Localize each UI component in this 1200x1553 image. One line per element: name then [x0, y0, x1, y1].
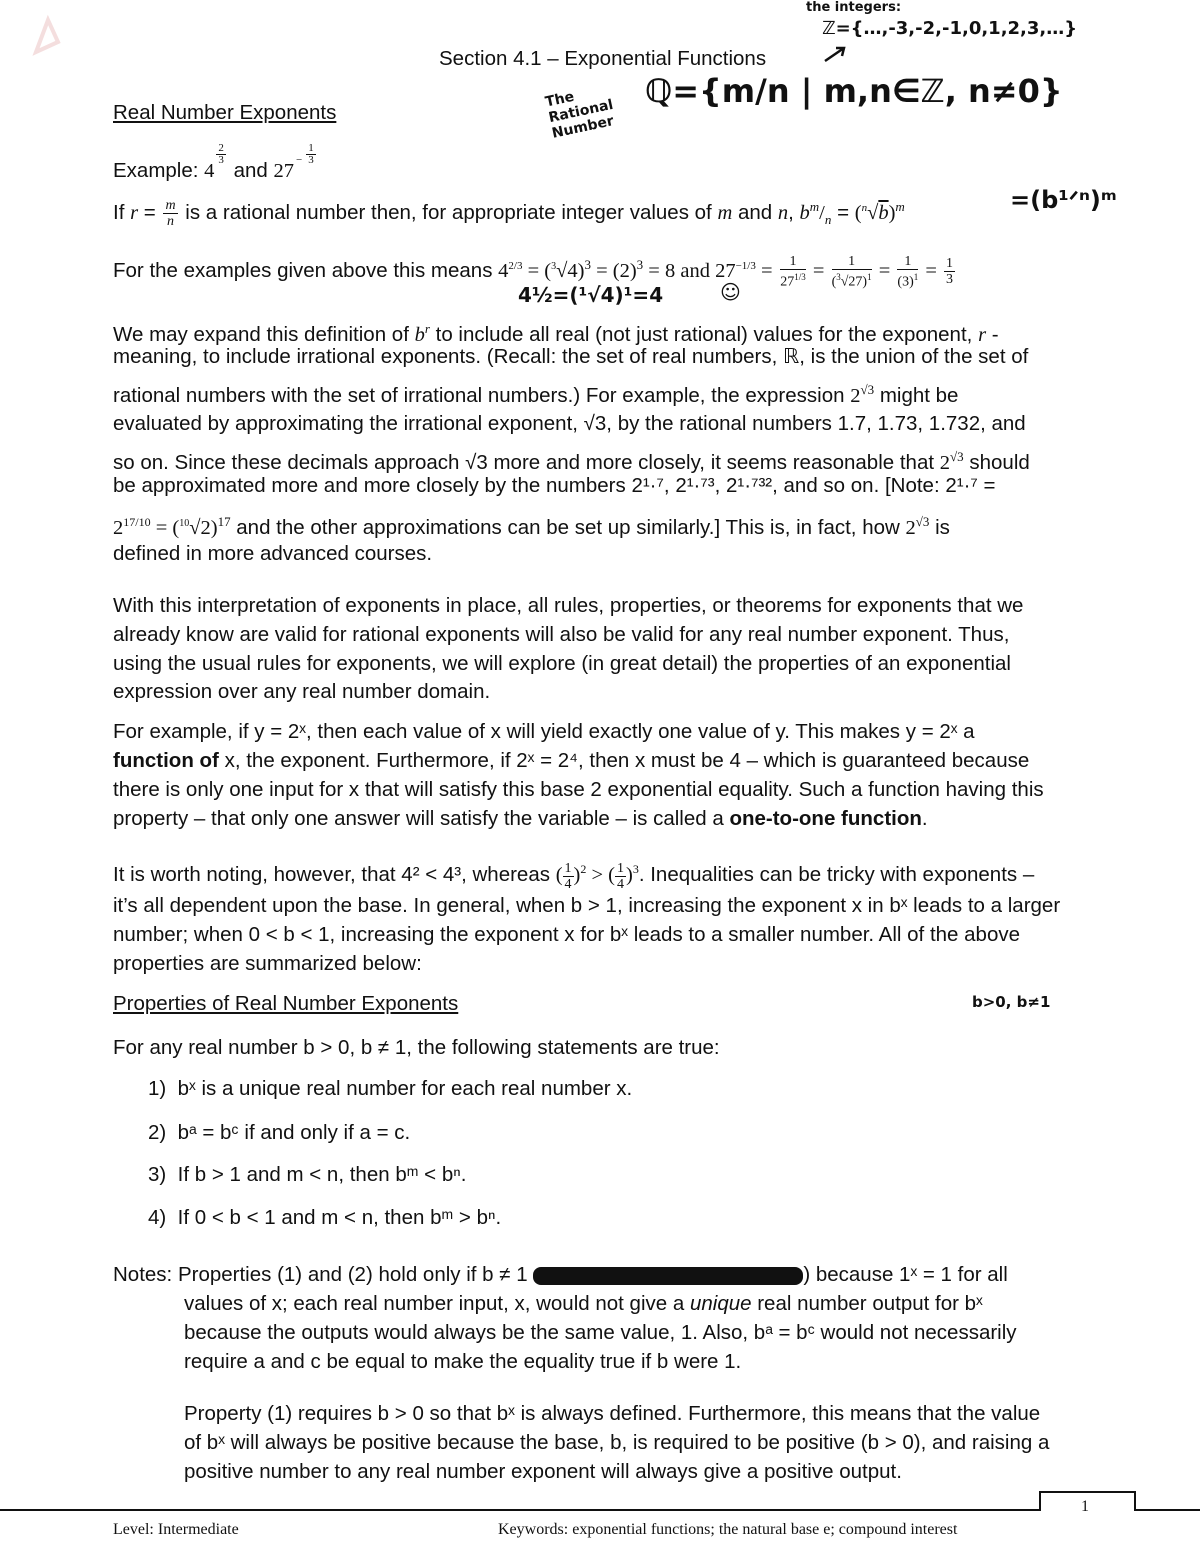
- p1-line-2: meaning, to include irrational exponents. (Recall: the set of real numbers, ℝ, is the union of the set of: [113, 345, 1029, 368]
- property-2: [148, 1121, 410, 1145]
- footer-keywords: Keywords: exponential functions; the natural base e; compound interest: [498, 1521, 958, 1538]
- p2-line-4: expression over any real number domain.: [113, 680, 491, 703]
- frac-1-over-cuberoot27: $\frac{1}{(^3√27)^1}$: [831, 253, 872, 290]
- p3-text: .: [921, 807, 928, 830]
- notes-line-3: because the outputs would always be the same value, 1. Also, bᵃ = bᶜ would not necessarily: [184, 1321, 1017, 1344]
- list-number: 4): [148, 1206, 167, 1229]
- p1-text: to include all real (not just rational) values for the exponent,: [435, 322, 973, 346]
- p1-text: and the other approximations can be set up similarly.] This is, in fact, how: [236, 515, 900, 539]
- p4-text: It is worth noting, however, that 4² < 4³, whereas: [113, 862, 550, 886]
- exp-frac: $\frac{2}{3}$: [218, 142, 224, 166]
- list-number: 3): [148, 1163, 167, 1186]
- list-text: bᵃ = bᶜ if and only if a = c.: [177, 1121, 411, 1144]
- property-4: [148, 1206, 501, 1230]
- list-text: If b > 1 and m < n, then bᵐ < bⁿ.: [177, 1163, 467, 1186]
- p2-line-2: already know are valid for rational exponents will also be valid for any real number exponent. Thus,: [113, 623, 1010, 646]
- p1-line-4: evaluated by approximating the irrational exponent, √3, by the rational numbers 1.7, 1.73, 1.732, and: [113, 412, 1026, 435]
- p1-text: rational numbers with the set of irrational numbers.) For example, the expression: [113, 383, 845, 407]
- p3-line-4: [113, 806, 928, 832]
- list-number: 1): [148, 1077, 167, 1100]
- handwritten-integers-label: the integers:: [806, 0, 902, 15]
- p3-text: property – that only one answer will satisfy the variable – is called a: [113, 807, 730, 830]
- p4-line-4: properties are summarized below:: [113, 952, 422, 975]
- footer-rule: [0, 1490, 1200, 1520]
- p1-line-7: $2^{17/10} = (^{10}√2)^{17}$ and the other approximations can be set up similarly.] This is, in fact, how $2^{√3}$ is: [113, 514, 950, 539]
- notes-line-1: [113, 1262, 1008, 1288]
- if-r-line: If r = $\frac{m}{n}$ is a rational number then, for appropriate integer values of m and n, $b^m/_n = (^n√b)^m$: [113, 197, 905, 229]
- examples-evaluated-line: For the examples given above this means $4^{2/3} = (^3√4)^3 = (2)^3 = 8$ and $27^{-1/3}$ = $\frac{1}{27^{1/3}}$ = $\frac{1}{(^3√27)^1}$ = $\frac{1}{(3)^1}$ = $\frac{1}{3}$: [113, 253, 954, 290]
- list-text: bˣ is a unique real number for each real number x.: [177, 1077, 633, 1100]
- for-examples-text: For the examples given above this means: [113, 258, 499, 282]
- list-number: 2): [148, 1121, 167, 1144]
- if-r-rest: is a rational number then, for appropriate integer values of: [179, 200, 718, 224]
- m-over-n: $\frac{m}{n}$: [165, 197, 176, 229]
- frac-1-over-3: $\frac{1}{3}$: [946, 255, 954, 287]
- notes-label: Notes:: [113, 1263, 173, 1286]
- p1-line-5: so on. Since these decimals approach √3 more and more closely, it seems reasonable that $2^{√3}$ should: [113, 449, 1030, 474]
- p1-text: so on. Since these decimals approach √3 more and more closely, it seems reasonable that: [113, 450, 935, 474]
- italic-unique: unique: [689, 1292, 752, 1315]
- handwritten-rationals-set: ℚ={m/n | m,n∈ℤ, n≠0}: [645, 72, 1063, 110]
- handwritten-integers-set: ℤ={…,-3,-2,-1,0,1,2,3,…}: [822, 18, 1078, 39]
- bold-one-to-one-function: one-to-one function: [729, 807, 922, 830]
- handwritten-four-half: 4½=(¹√4)¹=4: [518, 283, 664, 307]
- notes-text: values of x; each real number input, x, would not give a: [184, 1292, 685, 1315]
- p1-line-8: defined in more advanced courses.: [113, 542, 433, 565]
- any-real-number-line: For any real number b > 0, b ≠ 1, the following statements are true:: [113, 1036, 720, 1059]
- notes-line-6: of bˣ will always be positive because the base, b, is required to be positive (b > 0), and raising a: [184, 1431, 1050, 1454]
- p1-text: should: [969, 450, 1030, 474]
- example-line: Example: 4 $\frac{2}{3}$ and 27 − $\frac{1}{3}$: [113, 142, 314, 182]
- heading-real-number-exponents: Real Number Exponents: [113, 101, 337, 124]
- notes-text: ) because 1ˣ = 1 for all: [803, 1263, 1008, 1286]
- quarter-powers: ( $\frac{1}{4}$ )$^2$ > ( $\frac{1}{4}$ )$^3$: [555, 860, 639, 892]
- p2-line-3: using the usual rules for exponents, we will explore (in great detail) the properties of an exponential: [113, 652, 1011, 675]
- p4-line-3: number; when 0 < b < 1, increasing the exponent x for bˣ leads to a smaller number. All of the above: [113, 923, 1020, 946]
- handwritten-rationals-label: The Rational Number: [543, 88, 616, 142]
- frac-1-over-3-1: $\frac{1}{(3)^1}$: [897, 253, 919, 290]
- and-text: and: [732, 200, 778, 224]
- page-title: Section 4.1 – Exponential Functions: [439, 47, 767, 70]
- notes-text: Properties (1) and (2) hold only if b ≠ 1: [177, 1263, 528, 1286]
- notes-line-7: positive number to any real number exponent will always give a positive output.: [184, 1460, 902, 1483]
- example-and: and: [227, 159, 274, 182]
- p3-line-3: there is only one input for x that will satisfy this base 2 exponential equality. Such a function having this: [113, 778, 1044, 801]
- page-number: 1: [1081, 1498, 1089, 1515]
- p1-line-3: rational numbers with the set of irrational numbers.) For example, the expression $2^{√3}$ might be: [113, 382, 959, 407]
- list-text: If 0 < b < 1 and m < n, then bᵐ > bⁿ.: [177, 1206, 502, 1229]
- p4-text: . Inequalities can be tricky with exponents –: [638, 862, 1035, 886]
- p3-line-2: [113, 748, 1029, 774]
- notes-line-5: Property (1) requires b > 0 so that bˣ is always defined. Furthermore, this means that the value: [184, 1402, 1041, 1425]
- notes-line-2: [184, 1291, 983, 1317]
- p4-line-2: it’s all dependent upon the base. In general, when b > 1, increasing the exponent x in bˣ leads to a larger: [113, 894, 1061, 917]
- bold-function-of: function of: [113, 749, 219, 772]
- handwritten-smiley: ☺: [720, 280, 741, 304]
- p1-text: We may expand this definition of: [113, 322, 409, 346]
- handwritten-arrow-icon: [822, 44, 852, 69]
- property-3: [148, 1163, 466, 1187]
- p1-line-1: We may expand this definition of $b^r$ to include all real (not just rational) values for the exponent, r -: [113, 321, 999, 346]
- footer-level: Level: Intermediate: [113, 1521, 239, 1538]
- handwritten-b-condition: b>0, b≠1: [972, 993, 1051, 1011]
- p3-text: x, the exponent. Furthermore, if 2ˣ = 2⁴, then x must be 4 – which is guaranteed because: [218, 749, 1030, 772]
- p4-line-1: [113, 856, 1034, 892]
- p1-line-6: be approximated more and more closely by the numbers 2¹·⁷, 2¹·⁷³, 2¹·⁷³², and so on. [Note: 2¹·⁷ =: [113, 474, 996, 497]
- notes-line-4: require a and c be equal to make the equality true if b were 1.: [184, 1350, 742, 1373]
- p3-line-1: For example, if y = 2ˣ, then each value of x will yield exactly one value of y. This makes y = 2ˣ a: [113, 720, 975, 743]
- if-r-prefix: If: [113, 200, 131, 224]
- p1-text: might be: [879, 383, 959, 407]
- exp-frac: −: [296, 154, 303, 166]
- heading-properties: Properties of Real Number Exponents: [113, 992, 459, 1015]
- frac-1-over-27: $\frac{1}{27^{1/3}}$: [780, 253, 806, 290]
- exp-frac: $\frac{1}{3}$: [308, 142, 314, 166]
- example-prefix: Example:: [113, 159, 205, 182]
- watermark-mark: [28, 12, 68, 62]
- handwritten-b-one-over-n: =(b¹ᐟⁿ)ᵐ: [1010, 186, 1117, 214]
- p1-text: is: [935, 515, 950, 539]
- property-1: [148, 1077, 632, 1101]
- scribbled-out-text: [533, 1267, 803, 1285]
- notes-text: real number output for bˣ: [757, 1292, 983, 1315]
- p2-line-1: With this interpretation of exponents in place, all rules, properties, or theorems for exponents that we: [113, 594, 1024, 617]
